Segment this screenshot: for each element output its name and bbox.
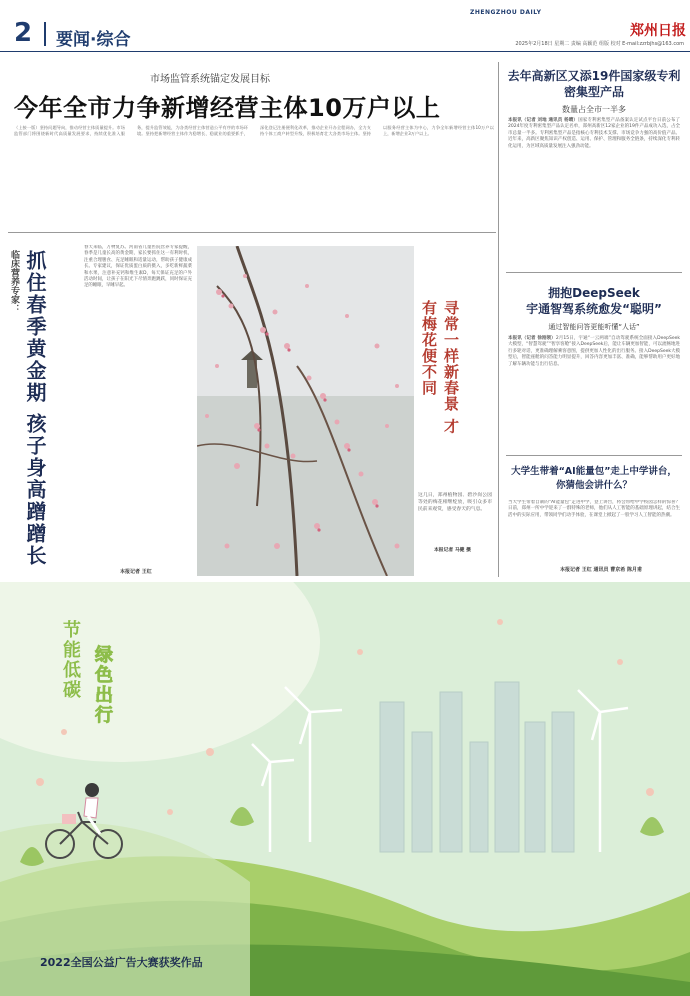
- patent-text: 国家专利密集型产品备案认定试点平台日前公布了2024年度专利密集型产品认定名单，郑州高新区12家企业的19件产品成功入选，占全市总量一半多。专利密集型产品是指核心专利技术支撑、市场竞争力强的高价值产品。近年来，高新区聚焦知识产权创造、运用、保护、管理和服务全链条，持续深化专利转化运用，为区域高质量发展注入强劲动能。: [508, 118, 681, 149]
- right-divider-1: [506, 272, 682, 273]
- lead-body: （上接一版）坚持问题导向，推动经营主体质量提升。市场监管部门将围绕新时代高质量发展要求，持续优化准入服务，提升监管效能，为各类经营主体营造公平有序的市场环境。坚持把新增经营主体作为稳增长、稳就业的重要抓手，深化登记注册便利化改革，推动企业开办全程网办，全力支持个体工商户转型升级，积极培育壮大各类市场主体。坚持以服务经营主体为中心，力争全年新增经营主体10万户以上，新增企业3万户以上。: [14, 125, 494, 137]
- plum-blossom-photo: [197, 246, 414, 576]
- patent-subheadline: 数量占全市一半多: [562, 105, 626, 114]
- deepseek-body: [508, 336, 680, 368]
- patent-byline: 本报讯（记者 刘地 通讯员 杨晴）: [508, 118, 579, 123]
- spring-byline: 本报记者 王红: [120, 569, 152, 575]
- ad-slogan-right: 绿色出行: [92, 645, 113, 725]
- photo-credit: 本报记者 马健 摄: [434, 548, 471, 553]
- deepseek-subheadline: 通过智能问答更能听懂“人话”: [548, 323, 640, 331]
- ai-byline: 本报记者 王红 通讯员 曹京希 陈月甫: [560, 567, 642, 573]
- header-divider: [44, 22, 46, 46]
- masthead: 郑州日报: [630, 23, 686, 39]
- patent-body: [508, 118, 680, 150]
- ai-headline-1: 大学生带着“AI能量包”走上中学讲台，: [511, 466, 677, 477]
- deepseek-headline-1: 拥抱DeepSeek: [548, 286, 640, 300]
- section-title: 要闻·综合: [56, 30, 131, 50]
- lead-headline: 今年全市力争新增经营主体10万户以上: [14, 94, 441, 122]
- masthead-pinyin: ZHENGZHOU DAILY: [470, 9, 542, 16]
- right-divider-2: [506, 455, 682, 456]
- header-meta: 2025年2月18日 星期二 责编 高颖范 组版 校对 E-mail:zzrbjhs@163.com: [515, 41, 684, 47]
- deepseek-text: 2月15日，宇通“一云两端”自动驾驶系统全面接入DeepSeek大模型，“智慧驾驶”“智享客舱”接入DeepSeek后，能让车辆更加智能，可以流畅地进行多轮对话，更准确理解乘客意图，提供更加人性化的出行服务。接入DeepSeek大模型后，智能座舱的问答能力明显提升，回答内容更加丰富、准确，能够帮助用户更好地了解车辆功能与出行信息。: [508, 336, 680, 367]
- spring-side-label: 临床营养专家：: [9, 250, 19, 313]
- ai-body: 当大学生带着自制的“AI能量包”走进中学，登上讲台，将会带给中学校园怎样的惊喜？日前，郑州一所中学迎来了一群特殊的老师，他们从人工智能的基础原理讲起，结合生活中的实际应用，带领同学们动手体验，在课堂上掀起了一股学习人工智能的热潮。: [508, 500, 680, 518]
- ad-slogan-left: 节能低碳: [60, 620, 81, 700]
- deepseek-headline-2: 宇通智驾系统愈发“聪明”: [526, 302, 662, 316]
- patent-headline: 去年高新区又添19件国家级专利密集型产品: [507, 69, 681, 99]
- column-divider: [498, 62, 499, 577]
- spring-body: 春天来临，万物复苏。河南省儿童医院营养专家提醒，春季是儿童长高的黄金期，家长要抓住这一有利时机，注重合理膳食、充足睡眠和适量运动，帮助孩子健康成长。专家建议，保证优质蛋白质的摄入，多吃新鲜蔬菜和水果，注意补充钙和维生素D，每天保证充足的户外活动时间，让孩子在阳光下尽情奔跑跳跃，同时保证充足的睡眠，早睡早起。: [84, 245, 192, 289]
- photo-illustration: [197, 246, 414, 576]
- section-divider: [8, 232, 496, 233]
- ai-headline-2: 你猜他会讲什么？: [555, 480, 632, 491]
- spring-headline: 抓住春季黄金期 孩子身高蹭蹭长: [23, 250, 47, 567]
- ad-footer: 2022全国公益广告大赛获奖作品: [40, 956, 203, 969]
- photo-title: 寻常一样新春景 才有梅花便不同: [420, 300, 460, 435]
- deepseek-byline: 本报讯（记者 徐刚领）: [508, 336, 556, 341]
- lead-subtitle: 市场监管系统锚定发展目标: [150, 74, 270, 85]
- page-number: 2: [14, 18, 33, 48]
- photo-caption: 这几日，郑州植物园、碧沙岗公园等处的梅花相继绽放，吸引众多市民前来观赏，感受春天的气息。: [418, 493, 492, 512]
- page-header: [0, 0, 690, 52]
